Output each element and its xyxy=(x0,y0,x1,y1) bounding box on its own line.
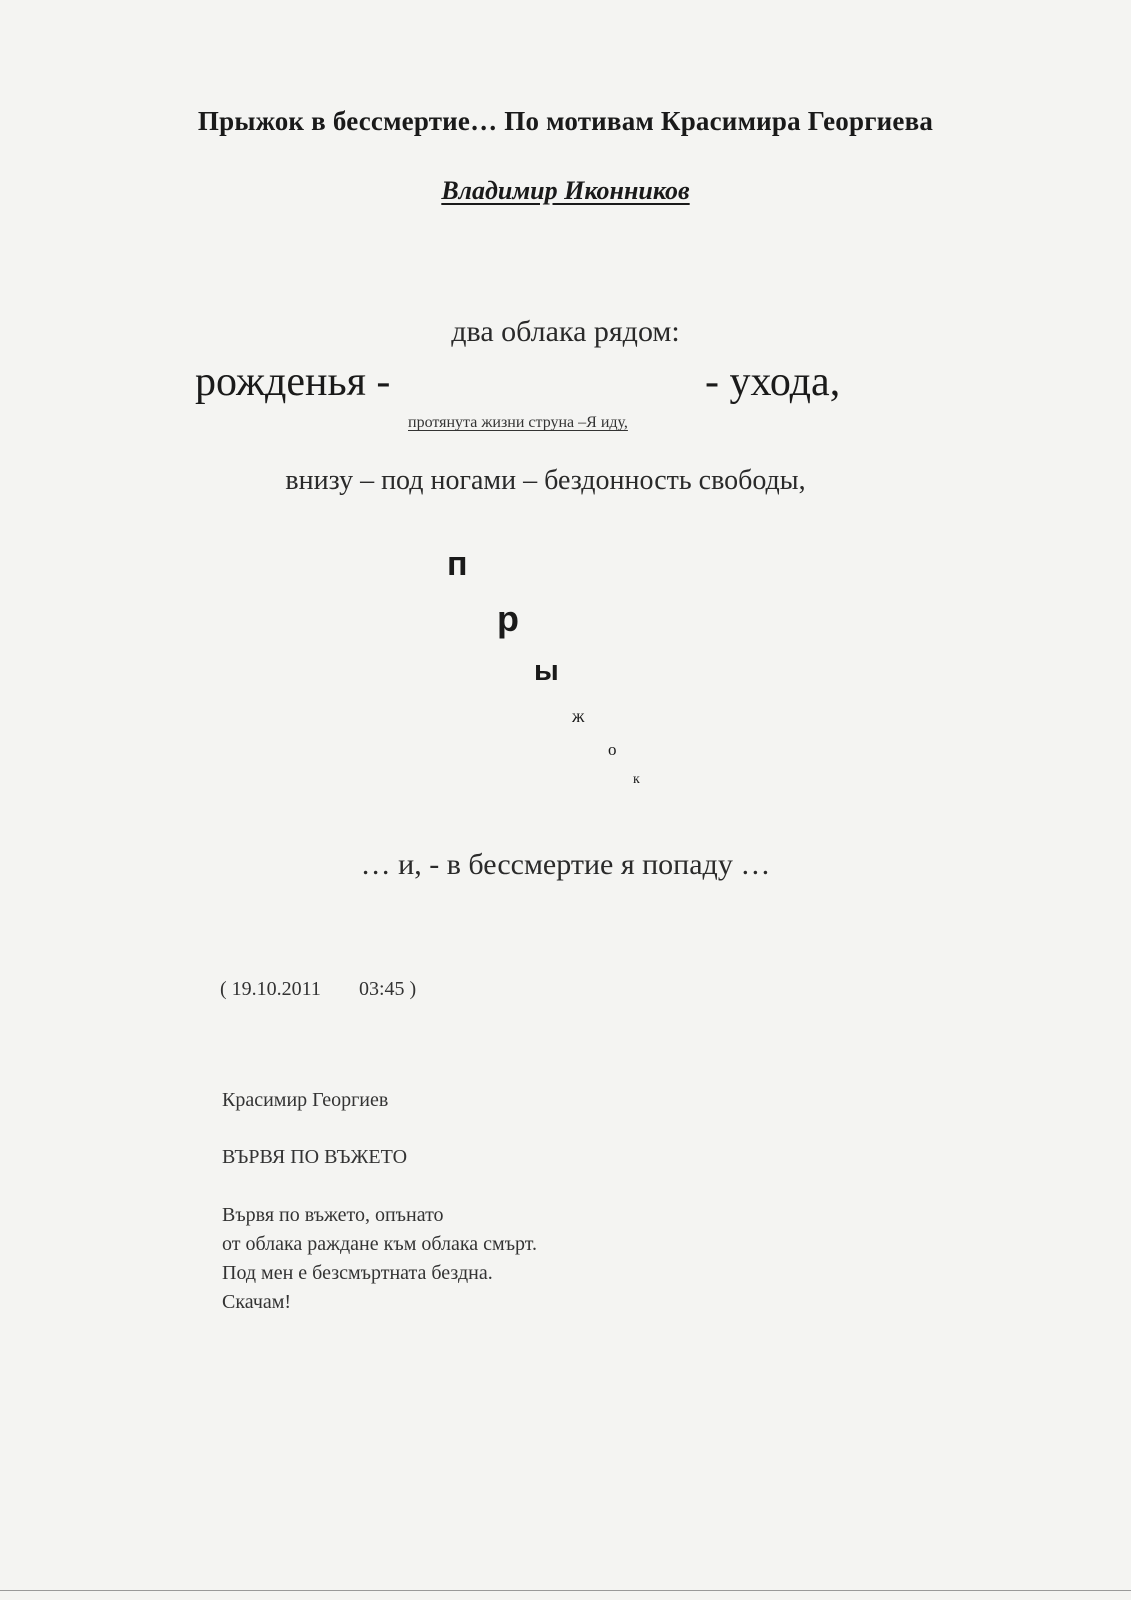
page-title: Прыжок в бессмертие… По мотивам Красимира Георгиева xyxy=(197,106,934,136)
date-open-paren: ( xyxy=(220,978,227,1000)
scan-edge-line xyxy=(0,1590,1131,1591)
original-poem-line: Под мен е безсмъртната бездна. xyxy=(222,1262,493,1284)
jump-letter: к xyxy=(633,772,640,787)
jump-letter: п xyxy=(447,545,468,583)
poem-string-text: протянута жизни струна –Я иду, xyxy=(408,414,628,431)
author-name xyxy=(0,176,1131,206)
poem-line-4: … и, - в бессмертие я попаду … xyxy=(360,848,771,881)
author-name-text: Владимир Иконников xyxy=(441,176,690,205)
date-close-paren: ) xyxy=(409,978,417,1000)
original-poem-line: Вървя по въжето, опънато xyxy=(222,1204,444,1226)
original-poem xyxy=(222,1201,537,1317)
date-stamp xyxy=(220,978,416,1001)
jump-letter: о xyxy=(608,740,617,759)
poem-line-2-left: рожденья - xyxy=(195,359,391,405)
jump-letter: р xyxy=(497,598,519,639)
original-author: Красимир Георгиев xyxy=(222,1089,389,1111)
poem-line-1: два облака рядом: xyxy=(451,315,680,348)
jump-letter: ж xyxy=(572,706,585,726)
jump-letter: ы xyxy=(534,655,559,687)
time-value: 03:45 xyxy=(358,978,405,1000)
original-poem-line: от облака раждане към облака смърт. xyxy=(222,1233,538,1255)
original-poem-line: Скачам! xyxy=(222,1291,292,1313)
date-value: 19.10.2011 xyxy=(231,978,321,1000)
original-title: ВЪРВЯ ПО ВЪЖЕТО xyxy=(222,1146,408,1168)
poem-line-3: внизу – под ногами – бездонность свободы, xyxy=(285,465,806,496)
poem-line-2-right: - ухода, xyxy=(705,359,841,405)
